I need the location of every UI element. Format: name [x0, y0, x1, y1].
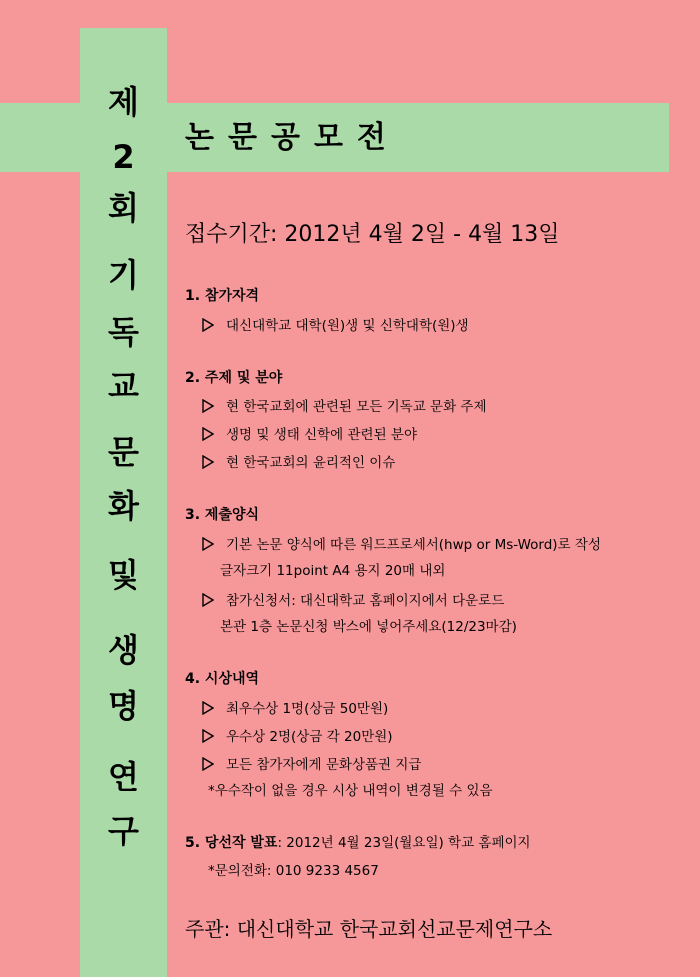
list-item-text: 최우수상 1명(상금 50만원) — [226, 701, 389, 717]
list-item-text: 참가신청서: 대신대학교 홈페이지에서 다운로드 — [226, 593, 505, 609]
list-item — [202, 535, 601, 555]
organizer-footer: 주관: 대신대학교 한국교회선교문제연구소 — [185, 917, 553, 941]
triangle-outline-icon — [202, 399, 214, 413]
section-heading: 5. 당선작 발표 — [185, 835, 278, 851]
award-note: *우수작이 없을 경우 시상 내역이 변경될 수 있음 — [208, 783, 493, 799]
side-title-char: 교 — [108, 367, 139, 405]
side-title-char: 문 — [108, 433, 139, 471]
list-item-text: 우수상 2명(상금 각 20만원) — [226, 729, 393, 745]
list-item-text: 대신대학교 대학(원)생 및 신학대학(원)생 — [226, 318, 469, 334]
list-item — [202, 453, 395, 473]
contact-phone: *문의전화: 010 9233 4567 — [208, 863, 379, 879]
side-title-char: 2 — [112, 138, 135, 176]
triangle-outline-icon — [202, 593, 214, 607]
side-title-char: 제 — [108, 83, 139, 121]
list-item-text: 현 한국교회의 윤리적인 이슈 — [226, 455, 396, 471]
list-item-continuation: 본관 1층 논문신청 박스에 넣어주세요(12/23마감) — [220, 619, 517, 635]
list-item-continuation: 글자크기 11point A4 용지 20매 내외 — [220, 563, 446, 579]
list-item-text: 모든 참가자에게 문화상품권 지급 — [226, 757, 422, 773]
side-title-char: 생 — [108, 631, 139, 669]
list-item — [202, 699, 388, 719]
side-title-char: 연 — [108, 758, 139, 796]
list-item-text: 현 한국교회에 관련된 모든 기독교 문화 주제 — [226, 399, 487, 415]
triangle-outline-icon — [202, 729, 214, 743]
triangle-outline-icon — [202, 455, 214, 469]
section-heading: 2. 주제 및 분야 — [185, 370, 283, 386]
section-heading: 3. 제출양식 — [185, 507, 260, 523]
announcement-text: : 2012년 4월 23일(월요일) 학교 홈페이지 — [277, 835, 531, 851]
side-title-char: 기 — [108, 256, 139, 294]
list-item — [202, 316, 469, 336]
side-title-char: 독 — [108, 313, 139, 351]
submission-period: 접수기간: 2012년 4월 2일 - 4월 13일 — [185, 222, 560, 247]
triangle-outline-icon — [202, 701, 214, 715]
side-title-char: 및 — [108, 556, 139, 594]
list-item-text: 기본 논문 양식에 따른 워드프로세서(hwp or Ms-Word)로 작성 — [226, 537, 601, 553]
list-item — [202, 425, 417, 445]
side-title-char: 구 — [108, 812, 139, 850]
list-item-text: 생명 및 생태 신학에 관련된 분야 — [226, 427, 417, 443]
side-title-char: 회 — [108, 189, 139, 227]
banner-title: 논문공모전 — [185, 120, 400, 155]
list-item — [202, 591, 504, 611]
list-item — [202, 755, 421, 775]
triangle-outline-icon — [202, 427, 214, 441]
section-heading: 1. 참가자격 — [185, 288, 260, 304]
section-heading: 4. 시상내역 — [185, 671, 260, 687]
list-item — [202, 397, 487, 417]
side-title-char: 화 — [108, 487, 139, 525]
side-title-char: 명 — [108, 687, 139, 725]
list-item — [202, 727, 393, 747]
triangle-outline-icon — [202, 537, 214, 551]
announcement-line — [185, 833, 531, 853]
triangle-outline-icon — [202, 757, 214, 771]
triangle-outline-icon — [202, 318, 214, 332]
